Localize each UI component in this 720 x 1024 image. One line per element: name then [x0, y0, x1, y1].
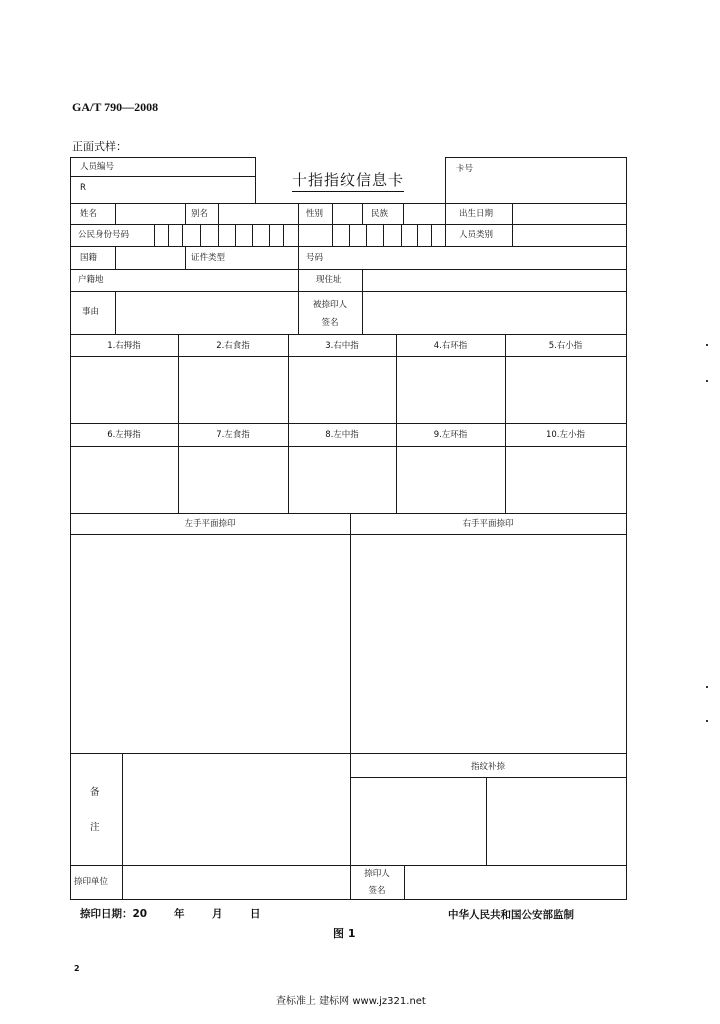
- household-label: 户籍地: [78, 275, 104, 285]
- finger-label-right-index: 2.右食指: [216, 341, 250, 351]
- doc-type-label: 证件类型: [191, 253, 226, 263]
- print-date-label: 捺印日期：20: [80, 908, 148, 920]
- figure-caption: 图 1: [333, 927, 356, 940]
- scan-speck: [706, 720, 708, 722]
- scan-speck: [706, 344, 708, 346]
- supervisor-label: 中华人民共和国公安部监制: [448, 909, 574, 921]
- finger-label-right-thumb: 1.右拇指: [107, 341, 141, 351]
- name-label: 姓名: [80, 209, 98, 219]
- right-palm-label: 右手平面捺印: [462, 519, 514, 529]
- scan-speck: [706, 686, 708, 688]
- finger-label-left-thumb: 6.左拇指: [107, 430, 141, 440]
- card-title: 十指指纹信息卡: [292, 169, 404, 192]
- standard-code: GA/T 790—2008: [72, 100, 159, 114]
- reason-label: 事由: [82, 307, 100, 317]
- person-type-label: 人员类别: [459, 230, 494, 240]
- printer-signature-label-2: 签名: [368, 886, 386, 896]
- person-no-label: 人员编号: [80, 162, 115, 172]
- ethnicity-label: 民族: [371, 209, 389, 219]
- printer-signature-label-1: 捺印人: [364, 869, 390, 879]
- print-date-year: 年: [174, 908, 185, 920]
- finger-label-right-ring: 4.右环指: [433, 341, 468, 351]
- birth-date-label: 出生日期: [459, 209, 494, 219]
- finger-label-left-index: 7.左食指: [216, 430, 250, 440]
- current-address-label: 现住址: [316, 275, 342, 285]
- alias-label: 别名: [191, 209, 209, 219]
- print-date-day: 日: [250, 908, 261, 920]
- nationality-label: 国籍: [80, 253, 98, 263]
- person-no-value: R: [80, 183, 86, 193]
- finger-label-left-middle: 8.左中指: [325, 430, 359, 440]
- finger-label-right-little: 5.右小指: [548, 341, 583, 351]
- left-palm-label: 左手平面捺印: [184, 519, 236, 529]
- citizen-id-label: 公民身份号码: [78, 230, 130, 240]
- finger-label-right-middle: 3.右中指: [325, 341, 359, 351]
- remarks-label-2: 注: [90, 822, 100, 833]
- fingerprint-card: [70, 157, 627, 900]
- print-date-month: 月: [212, 908, 223, 920]
- subject-signature-label-2: 签名: [321, 318, 339, 328]
- watermark: 查标准上 建标网 www.jz321.net: [276, 996, 426, 1007]
- page-number: 2: [74, 964, 80, 973]
- scan-speck: [706, 380, 708, 382]
- remarks-label-1: 备: [90, 787, 100, 798]
- gender-label: 性别: [306, 209, 324, 219]
- sample-label: 正面式样：: [72, 140, 127, 153]
- finger-label-left-ring: 9.左环指: [433, 430, 468, 440]
- doc-no-label: 号码: [306, 253, 324, 263]
- print-unit-label: 捺印单位: [74, 877, 109, 887]
- supplement-label: 指纹补捺: [470, 762, 505, 772]
- finger-label-left-little: 10.左小指: [545, 430, 586, 440]
- subject-signature-label-1: 被捺印人: [312, 300, 347, 310]
- card-no-label: 卡号: [456, 164, 474, 174]
